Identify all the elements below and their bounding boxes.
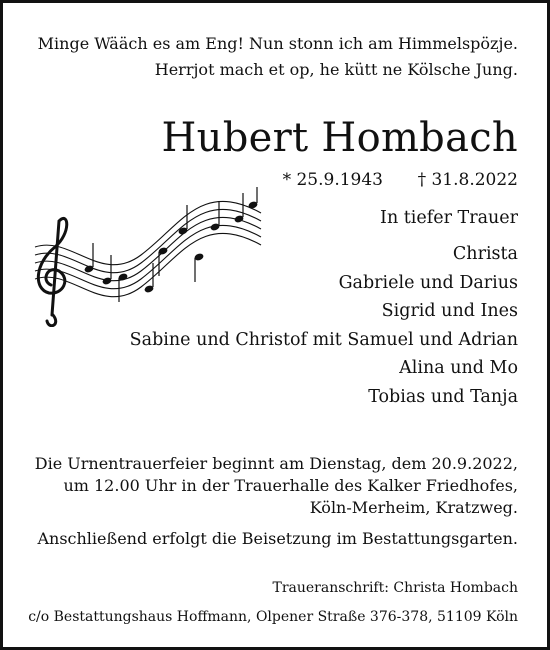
verse-line-1: Minge Wääch es am Eng! Nun stonn ich am Himmelspözje.: [37, 34, 518, 53]
mourner-line: Christa: [452, 244, 518, 264]
deceased-name: Hubert Hombach: [161, 115, 518, 161]
funeral-home-address: c/o Bestattungshaus Hoffmann, Olpener Straße 376-378, 51109 Köln: [28, 609, 518, 625]
mourner-line: Sigrid und Ines: [381, 301, 518, 321]
mourner-line: Alina und Mo: [399, 358, 518, 378]
mourning-address-label: Traueranschrift: Christa Hombach: [272, 580, 518, 596]
death-date: † 31.8.2022: [417, 170, 518, 190]
birth-date: * 25.9.1943: [282, 170, 383, 190]
mourner-line: Tobias und Tanja: [368, 386, 518, 407]
treble-clef-music-staff-icon: [31, 185, 271, 327]
mourner-line: Gabriele und Darius: [338, 272, 518, 293]
burial-note: Anschließend erfolgt die Beisetzung im Bestattungsgarten.: [37, 529, 518, 548]
verse-line-2: Herrjot mach et op, he kütt ne Kölsche Jung.: [154, 60, 518, 79]
ceremony-line-3: Köln-Merheim, Kratzweg.: [309, 498, 518, 517]
ceremony-line-2: um 12.00 Uhr in der Trauerhalle des Kalker Friedhofes,: [63, 476, 518, 495]
mourning-intro: In tiefer Trauer: [380, 208, 518, 228]
ceremony-line-1: Die Urnentrauerfeier beginnt am Dienstag, dem 20.9.2022,: [34, 454, 518, 473]
mourner-line: Sabine und Christof mit Samuel und Adrian: [129, 329, 518, 350]
